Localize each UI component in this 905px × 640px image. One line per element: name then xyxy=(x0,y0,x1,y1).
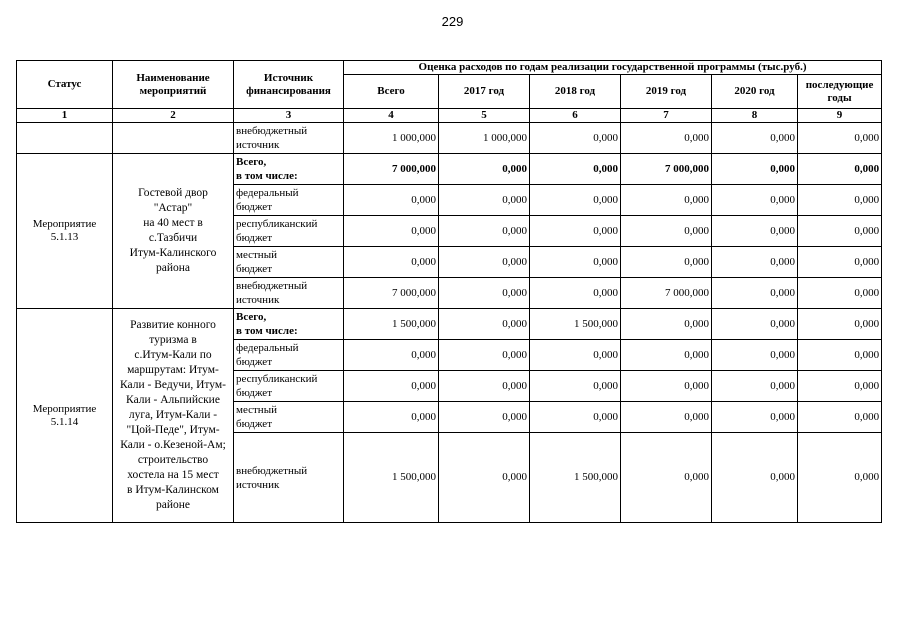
col-index: 5 xyxy=(439,109,530,123)
budget-table xyxy=(16,60,882,523)
value-cell: 0,000 xyxy=(621,402,712,433)
col-index: 9 xyxy=(798,109,882,123)
source-cell: федеральный бюджет xyxy=(234,340,344,371)
col-index: 8 xyxy=(712,109,798,123)
header-total: Всего xyxy=(344,75,439,109)
value-cell: 7 000,000 xyxy=(621,154,712,185)
value-cell: 0,000 xyxy=(344,185,439,216)
value-cell: 0,000 xyxy=(439,185,530,216)
value-cell: 0,000 xyxy=(344,371,439,402)
value-cell: 0,000 xyxy=(798,371,882,402)
value-cell: 0,000 xyxy=(621,340,712,371)
value-cell: 0,000 xyxy=(439,433,530,523)
value-cell: 0,000 xyxy=(439,247,530,278)
value-cell: 0,000 xyxy=(621,185,712,216)
value-cell: 0,000 xyxy=(621,309,712,340)
header-later: последующие годы xyxy=(798,75,882,109)
name-cell: Гостевой двор "Астар" на 40 мест в с.Тазбичи Итум-Калинского района xyxy=(113,154,234,309)
value-cell: 0,000 xyxy=(712,371,798,402)
value-cell: 0,000 xyxy=(798,123,882,154)
value-cell: 0,000 xyxy=(439,371,530,402)
page-number: 229 xyxy=(441,14,464,29)
header-name: Наименование мероприятий xyxy=(113,61,234,109)
header-status: Статус xyxy=(17,61,113,109)
value-cell: 0,000 xyxy=(344,402,439,433)
value-cell: 0,000 xyxy=(798,309,882,340)
source-cell: местный бюджет xyxy=(234,247,344,278)
col-index: 2 xyxy=(113,109,234,123)
value-cell: 0,000 xyxy=(439,216,530,247)
column-index-row xyxy=(17,109,882,123)
header-2019: 2019 год xyxy=(621,75,712,109)
value-cell: 0,000 xyxy=(530,402,621,433)
value-cell: 0,000 xyxy=(712,216,798,247)
value-cell: 0,000 xyxy=(530,340,621,371)
col-index: 7 xyxy=(621,109,712,123)
header-group: Оценка расходов по годам реализации государственной программы (тыс.руб.) xyxy=(344,61,882,75)
status-cell: Мероприятие 5.1.14 xyxy=(17,309,113,523)
table-row xyxy=(17,154,882,185)
source-cell: внебюджетный источник xyxy=(234,433,344,523)
header-2020: 2020 год xyxy=(712,75,798,109)
value-cell: 0,000 xyxy=(344,216,439,247)
value-cell: 0,000 xyxy=(712,278,798,309)
value-cell: 0,000 xyxy=(439,340,530,371)
table-row xyxy=(17,123,882,154)
header-source: Источник финансирования xyxy=(234,61,344,109)
value-cell: 7 000,000 xyxy=(344,154,439,185)
value-cell: 0,000 xyxy=(712,123,798,154)
col-index: 4 xyxy=(344,109,439,123)
value-cell: 0,000 xyxy=(530,123,621,154)
source-cell: Всего, в том числе: xyxy=(234,154,344,185)
name-cell: Развитие конного туризма в с.Итум-Кали по маршрутам: Итум- Кали - Ведучи, Итум- Кали - Альпийские луга, Итум-Кали - "Цой-Педе", Итум- Кали - о.Кезеной-Ам; строительство хостела на 15 мест в Итум-Калинском районе xyxy=(113,309,234,523)
value-cell: 7 000,000 xyxy=(344,278,439,309)
value-cell: 0,000 xyxy=(439,278,530,309)
value-cell: 0,000 xyxy=(439,402,530,433)
value-cell: 0,000 xyxy=(344,247,439,278)
value-cell: 0,000 xyxy=(712,154,798,185)
col-index: 1 xyxy=(17,109,113,123)
value-cell: 0,000 xyxy=(798,278,882,309)
value-cell: 0,000 xyxy=(712,402,798,433)
status-cell: Мероприятие 5.1.13 xyxy=(17,154,113,309)
value-cell: 0,000 xyxy=(798,185,882,216)
value-cell: 0,000 xyxy=(798,340,882,371)
value-cell: 1 500,000 xyxy=(530,309,621,340)
value-cell: 0,000 xyxy=(798,154,882,185)
source-cell: местный бюджет xyxy=(234,402,344,433)
source-cell: республиканский бюджет xyxy=(234,371,344,402)
source-cell: федеральный бюджет xyxy=(234,185,344,216)
value-cell: 0,000 xyxy=(530,185,621,216)
value-cell: 0,000 xyxy=(530,154,621,185)
value-cell: 0,000 xyxy=(798,247,882,278)
value-cell: 0,000 xyxy=(530,371,621,402)
source-cell: внебюджетный источник xyxy=(234,278,344,309)
value-cell: 0,000 xyxy=(621,123,712,154)
value-cell: 0,000 xyxy=(530,278,621,309)
value-cell: 0,000 xyxy=(798,216,882,247)
header-2018: 2018 год xyxy=(530,75,621,109)
value-cell: 1 500,000 xyxy=(530,433,621,523)
value-cell: 0,000 xyxy=(798,402,882,433)
value-cell: 0,000 xyxy=(621,247,712,278)
value-cell: 0,000 xyxy=(712,433,798,523)
value-cell: 0,000 xyxy=(712,185,798,216)
header-2017: 2017 год xyxy=(439,75,530,109)
value-cell: 0,000 xyxy=(530,216,621,247)
col-index: 6 xyxy=(530,109,621,123)
value-cell: 1 500,000 xyxy=(344,433,439,523)
table-row xyxy=(17,309,882,340)
value-cell: 0,000 xyxy=(798,433,882,523)
value-cell: 7 000,000 xyxy=(621,278,712,309)
value-cell: 0,000 xyxy=(712,247,798,278)
value-cell: 1 500,000 xyxy=(344,309,439,340)
status-cell xyxy=(17,123,113,154)
value-cell: 1 000,000 xyxy=(439,123,530,154)
source-cell: республиканский бюджет xyxy=(234,216,344,247)
value-cell: 0,000 xyxy=(621,216,712,247)
name-cell xyxy=(113,123,234,154)
col-index: 3 xyxy=(234,109,344,123)
value-cell: 0,000 xyxy=(439,154,530,185)
value-cell: 1 000,000 xyxy=(344,123,439,154)
value-cell: 0,000 xyxy=(344,340,439,371)
value-cell: 0,000 xyxy=(712,309,798,340)
value-cell: 0,000 xyxy=(621,371,712,402)
value-cell: 0,000 xyxy=(621,433,712,523)
value-cell: 0,000 xyxy=(439,309,530,340)
value-cell: 0,000 xyxy=(530,247,621,278)
source-cell: внебюджетный источник xyxy=(234,123,344,154)
source-cell: Всего, в том числе: xyxy=(234,309,344,340)
value-cell: 0,000 xyxy=(712,340,798,371)
